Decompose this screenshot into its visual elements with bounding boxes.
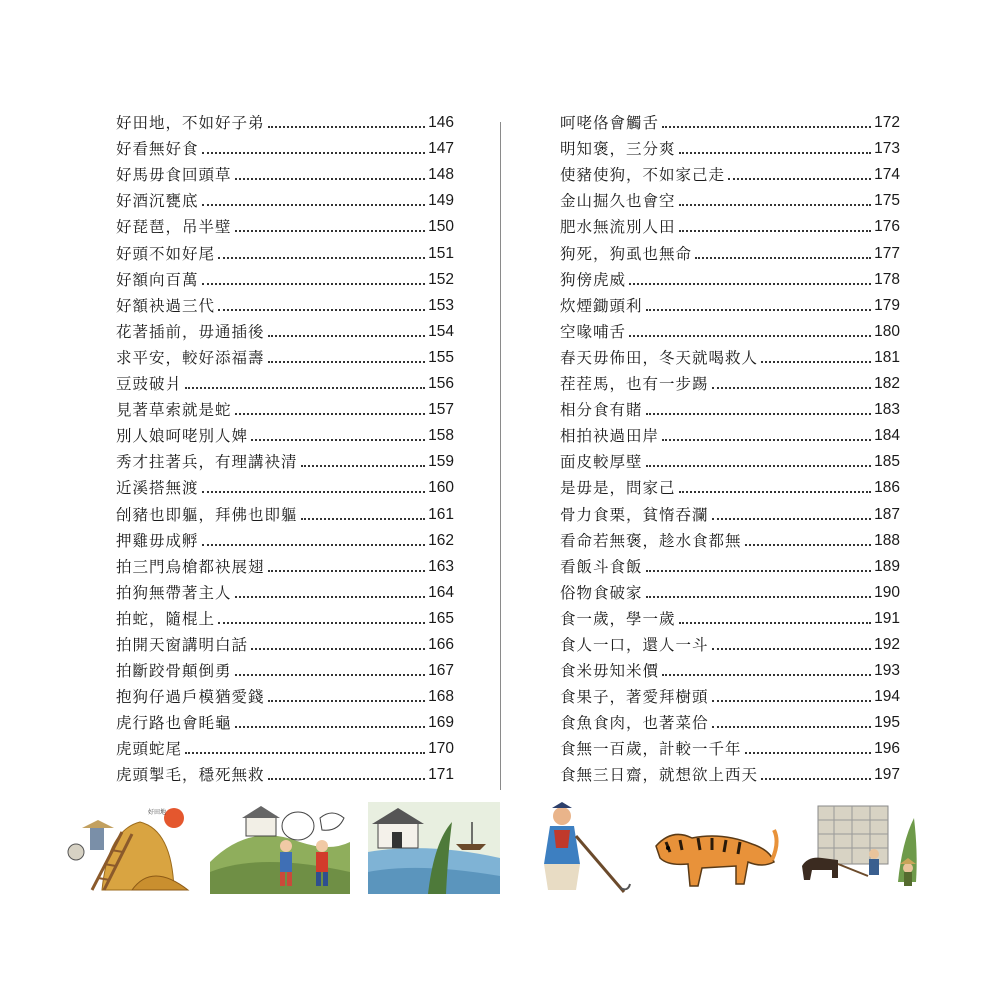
toc-entry-title: 空喙哺舌 bbox=[560, 322, 627, 341]
toc-entry-title: 食米毋知米價 bbox=[560, 662, 660, 681]
toc-entry-page: 166 bbox=[428, 635, 454, 653]
toc-entry bbox=[560, 734, 900, 760]
toc-entry-page: 174 bbox=[874, 166, 900, 184]
toc-entry bbox=[560, 499, 900, 525]
toc-entry-page: 165 bbox=[428, 609, 454, 627]
toc-entry-title: 金山掘久也會空 bbox=[560, 192, 676, 211]
dot-leader bbox=[235, 726, 426, 728]
toc-entry-title: 好看無好食 bbox=[116, 140, 199, 159]
toc-entry-title: 拍開天窗講明白話 bbox=[116, 635, 249, 654]
dot-leader bbox=[712, 648, 872, 650]
toc-entry-title: 骨力食栗，貧惰吞瀾 bbox=[560, 505, 709, 524]
toc-entry bbox=[560, 708, 900, 734]
toc-entry-page: 194 bbox=[874, 688, 900, 706]
toc-entry-title: 看飯斗食飯 bbox=[560, 557, 643, 576]
toc-entry-title: 好琵琶，吊半壁 bbox=[116, 218, 232, 237]
toc-entry-page: 154 bbox=[428, 322, 454, 340]
dot-leader bbox=[712, 518, 872, 520]
toc-entry bbox=[560, 656, 900, 682]
toc-entry-title: 食無一百歲，計較一千年 bbox=[560, 740, 742, 759]
toc-entry-page: 162 bbox=[428, 531, 454, 549]
illustration-strip bbox=[0, 800, 1000, 900]
toc-entry-title: 明知褒，三分爽 bbox=[560, 140, 676, 159]
dot-leader bbox=[218, 309, 425, 311]
toc-entry bbox=[116, 447, 454, 473]
toc-entry bbox=[560, 134, 900, 160]
toc-entry-title: 虎頭掣毛，穩死無救 bbox=[116, 766, 265, 785]
toc-entry-page: 161 bbox=[428, 505, 454, 523]
svg-text:好田地: 好田地 bbox=[148, 809, 167, 816]
dot-leader bbox=[251, 439, 425, 441]
toc-entry bbox=[116, 760, 454, 786]
dot-leader bbox=[235, 674, 426, 676]
toc-entry-title: 呵咾佫會觸舌 bbox=[560, 114, 660, 133]
toc-entry-page: 185 bbox=[874, 453, 900, 471]
toc-entry-title: 拍斷跤骨顛倒勇 bbox=[116, 662, 232, 681]
toc-entry-page: 196 bbox=[874, 740, 900, 758]
dot-leader bbox=[235, 596, 426, 598]
dot-leader bbox=[646, 309, 872, 311]
dot-leader bbox=[268, 570, 426, 572]
toc-entry-page: 156 bbox=[428, 375, 454, 393]
toc-entry-page: 182 bbox=[874, 375, 900, 393]
toc-entry-title: 別人娘呵咾別人婢 bbox=[116, 427, 249, 446]
dot-leader bbox=[218, 257, 425, 259]
toc-entry bbox=[560, 160, 900, 186]
toc-entry bbox=[116, 708, 454, 734]
toc-entry bbox=[116, 343, 454, 369]
toc-entry bbox=[560, 291, 900, 317]
toc-entry-page: 153 bbox=[428, 296, 454, 314]
dot-leader bbox=[728, 178, 871, 180]
toc-entry-title: 狗傍虎威 bbox=[560, 270, 627, 289]
toc-entry-page: 191 bbox=[874, 609, 900, 627]
toc-entry-title: 好額向百萬 bbox=[116, 270, 199, 289]
dot-leader bbox=[235, 413, 426, 415]
toc-left-column bbox=[116, 108, 454, 786]
toc-entry bbox=[560, 421, 900, 447]
dot-leader bbox=[662, 126, 871, 128]
toc-entry-page: 152 bbox=[428, 270, 454, 288]
dot-leader bbox=[251, 648, 425, 650]
toc-entry bbox=[116, 552, 454, 578]
toc-entry bbox=[116, 160, 454, 186]
toc-entry bbox=[116, 186, 454, 212]
toc-entry-page: 187 bbox=[874, 505, 900, 523]
toc-entry bbox=[560, 265, 900, 291]
river-house-boat-illustration bbox=[368, 802, 500, 894]
toc-entry-title: 狗死，狗虱也無命 bbox=[560, 244, 693, 263]
toc-entry-title: 抱狗仔過戶模猶愛錢 bbox=[116, 688, 265, 707]
toc-entry-title: 求平安，較好添福壽 bbox=[116, 348, 265, 367]
toc-entry-title: 刣豬也即軀，拜佛也即軀 bbox=[116, 505, 298, 524]
dot-leader bbox=[712, 700, 872, 702]
dot-leader bbox=[629, 335, 871, 337]
toc-entry-page: 171 bbox=[428, 766, 454, 784]
toc-entry-title: 是毋是，問家己 bbox=[560, 479, 676, 498]
toc-entry-page: 181 bbox=[874, 348, 900, 366]
dot-leader bbox=[202, 491, 426, 493]
dot-leader bbox=[646, 596, 872, 598]
toc-entry-title: 虎行路也會眊龜 bbox=[116, 714, 232, 733]
dot-leader bbox=[268, 126, 426, 128]
toc-entry-page: 149 bbox=[428, 192, 454, 210]
toc-entry bbox=[116, 578, 454, 604]
toc-right-column bbox=[560, 108, 900, 786]
toc-entry-page: 158 bbox=[428, 427, 454, 445]
toc-entry bbox=[116, 291, 454, 317]
toc-entry-title: 好額袂過三代 bbox=[116, 296, 216, 315]
dot-leader bbox=[629, 283, 871, 285]
toc-entry-page: 155 bbox=[428, 348, 454, 366]
toc-entry-title: 拍狗無帶著主人 bbox=[116, 583, 232, 602]
toc-entry-page: 193 bbox=[874, 662, 900, 680]
toc-entry-title: 使豬使狗，不如家己走 bbox=[560, 166, 726, 185]
toc-entry-page: 170 bbox=[428, 740, 454, 758]
toc-entry-page: 148 bbox=[428, 166, 454, 184]
tiger-illustration bbox=[652, 802, 782, 894]
dot-leader bbox=[679, 230, 872, 232]
toc-entry-page: 195 bbox=[874, 714, 900, 732]
dot-leader bbox=[695, 257, 871, 259]
toc-entry-title: 押雞毋成孵 bbox=[116, 531, 199, 550]
toc-entry bbox=[560, 343, 900, 369]
toc-entry-page: 175 bbox=[874, 192, 900, 210]
toc-entry-title: 拍三門烏槍都袂展翅 bbox=[116, 557, 265, 576]
toc-entry bbox=[560, 630, 900, 656]
toc-entry bbox=[560, 186, 900, 212]
toc-entry bbox=[560, 317, 900, 343]
toc-entry bbox=[116, 526, 454, 552]
toc-entry-title: 虎頭蛇尾 bbox=[116, 740, 183, 759]
dot-leader bbox=[745, 752, 872, 754]
farmer-haystack-illustration bbox=[62, 802, 192, 894]
toc-entry-title: 茬茬馬，也有一步踢 bbox=[560, 375, 709, 394]
dot-leader bbox=[235, 178, 426, 180]
toc-entry bbox=[560, 108, 900, 134]
toc-entry-page: 150 bbox=[428, 218, 454, 236]
village-children-illustration bbox=[210, 802, 350, 894]
dot-leader bbox=[761, 361, 871, 363]
toc-entry-page: 151 bbox=[428, 244, 454, 262]
dot-leader bbox=[202, 544, 426, 546]
toc-entry-page: 157 bbox=[428, 401, 454, 419]
dot-leader bbox=[662, 439, 871, 441]
toc-entry bbox=[560, 395, 900, 421]
farmer-ox-plowing-illustration bbox=[798, 802, 928, 894]
toc-entry-title: 花著插前，毋通插後 bbox=[116, 322, 265, 341]
dot-leader bbox=[218, 622, 425, 624]
toc-entry-title: 見著草索就是蛇 bbox=[116, 401, 232, 420]
toc-entry bbox=[116, 212, 454, 238]
dot-leader bbox=[646, 413, 872, 415]
dot-leader bbox=[268, 778, 426, 780]
toc-entry-page: 168 bbox=[428, 688, 454, 706]
toc-entry-title: 食一歲，學一歲 bbox=[560, 609, 676, 628]
toc-entry bbox=[116, 421, 454, 447]
dot-leader bbox=[712, 387, 872, 389]
toc-entry-title: 食人一口，還人一斗 bbox=[560, 635, 709, 654]
dot-leader bbox=[268, 335, 426, 337]
dot-leader bbox=[679, 491, 872, 493]
toc-entry-title: 相分食有賭 bbox=[560, 401, 643, 420]
toc-entry-page: 180 bbox=[874, 322, 900, 340]
toc-entry-title: 食果子，著愛拜樹頭 bbox=[560, 688, 709, 707]
dot-leader bbox=[646, 570, 872, 572]
toc-entry bbox=[560, 604, 900, 630]
toc-entry-page: 189 bbox=[874, 557, 900, 575]
toc-entry bbox=[116, 395, 454, 421]
toc-entry-page: 172 bbox=[874, 114, 900, 132]
toc-entry-page: 169 bbox=[428, 714, 454, 732]
toc-entry-title: 食魚食肉，也著菜佮 bbox=[560, 714, 709, 733]
dot-leader bbox=[268, 361, 426, 363]
toc-entry bbox=[560, 578, 900, 604]
dot-leader bbox=[202, 152, 426, 154]
toc-entry-title: 豆豉破爿 bbox=[116, 375, 183, 394]
toc-entry-page: 173 bbox=[874, 140, 900, 158]
dot-leader bbox=[301, 465, 426, 467]
toc-entry bbox=[116, 265, 454, 291]
dot-leader bbox=[712, 726, 872, 728]
toc-entry-page: 146 bbox=[428, 114, 454, 132]
toc-entry bbox=[560, 238, 900, 264]
toc-entry bbox=[116, 656, 454, 682]
toc-entry bbox=[560, 526, 900, 552]
toc-entry-page: 183 bbox=[874, 401, 900, 419]
toc-entry-page: 163 bbox=[428, 557, 454, 575]
toc-entry-page: 179 bbox=[874, 296, 900, 314]
dot-leader bbox=[646, 465, 872, 467]
column-divider bbox=[500, 122, 501, 790]
toc-entry-title: 好頭不如好尾 bbox=[116, 244, 216, 263]
toc-entry-page: 176 bbox=[874, 218, 900, 236]
dot-leader bbox=[235, 230, 426, 232]
toc-entry bbox=[560, 369, 900, 395]
toc-entry bbox=[116, 108, 454, 134]
toc-entry-title: 肥水無流別人田 bbox=[560, 218, 676, 237]
toc-entry bbox=[116, 734, 454, 760]
toc-entry bbox=[116, 238, 454, 264]
dot-leader bbox=[268, 700, 426, 702]
dot-leader bbox=[662, 674, 871, 676]
toc-entry bbox=[116, 604, 454, 630]
toc-entry-title: 好馬毋食回頭草 bbox=[116, 166, 232, 185]
dot-leader bbox=[185, 752, 425, 754]
toc-entry-page: 192 bbox=[874, 635, 900, 653]
toc-entry-title: 相拍袂過田岸 bbox=[560, 427, 660, 446]
toc-entry-page: 188 bbox=[874, 531, 900, 549]
toc-entry-title: 近溪搭無渡 bbox=[116, 479, 199, 498]
opera-warrior-illustration bbox=[532, 802, 632, 894]
dot-leader bbox=[679, 622, 872, 624]
toc-entry-title: 炊煙鋤頭利 bbox=[560, 296, 643, 315]
toc-entry bbox=[560, 473, 900, 499]
toc-entry-title: 俗物食破家 bbox=[560, 583, 643, 602]
toc-entry bbox=[116, 369, 454, 395]
toc-entry-page: 190 bbox=[874, 583, 900, 601]
toc-entry-page: 167 bbox=[428, 662, 454, 680]
toc-entry-page: 197 bbox=[874, 766, 900, 784]
toc-entry-title: 好酒沉甕底 bbox=[116, 192, 199, 211]
toc-entry bbox=[116, 134, 454, 160]
toc-entry-page: 178 bbox=[874, 270, 900, 288]
toc-entry-title: 好田地，不如好子弟 bbox=[116, 114, 265, 133]
toc-entry-title: 春天毋佈田，冬天就喝救人 bbox=[560, 348, 759, 367]
toc-entry-page: 177 bbox=[874, 244, 900, 262]
toc-entry bbox=[560, 447, 900, 473]
toc-entry bbox=[116, 473, 454, 499]
toc-entry-title: 秀才拄著兵，有理講袂清 bbox=[116, 453, 298, 472]
dot-leader bbox=[185, 387, 425, 389]
toc-entry-page: 184 bbox=[874, 427, 900, 445]
toc-entry-page: 147 bbox=[428, 140, 454, 158]
dot-leader bbox=[679, 204, 872, 206]
dot-leader bbox=[202, 204, 426, 206]
dot-leader bbox=[202, 283, 426, 285]
dot-leader bbox=[745, 544, 872, 546]
dot-leader bbox=[761, 778, 871, 780]
toc-entry-page: 164 bbox=[428, 583, 454, 601]
toc-entry-title: 看命若無褒，趁水食都無 bbox=[560, 531, 742, 550]
toc-entry bbox=[116, 317, 454, 343]
toc-entry bbox=[116, 630, 454, 656]
toc-entry-title: 食無三日齋，就想欲上西天 bbox=[560, 766, 759, 785]
toc-entry-title: 拍蛇，隨棍上 bbox=[116, 609, 216, 628]
toc-entry-page: 186 bbox=[874, 479, 900, 497]
toc-entry bbox=[116, 682, 454, 708]
dot-leader bbox=[301, 518, 426, 520]
toc-entry-title: 面皮較厚壁 bbox=[560, 453, 643, 472]
toc-entry bbox=[560, 552, 900, 578]
toc-entry bbox=[560, 682, 900, 708]
toc-entry-page: 159 bbox=[428, 453, 454, 471]
toc-entry bbox=[560, 212, 900, 238]
toc-entry-page: 160 bbox=[428, 479, 454, 497]
dot-leader bbox=[679, 152, 872, 154]
toc-entry bbox=[116, 499, 454, 525]
toc-entry bbox=[560, 760, 900, 786]
